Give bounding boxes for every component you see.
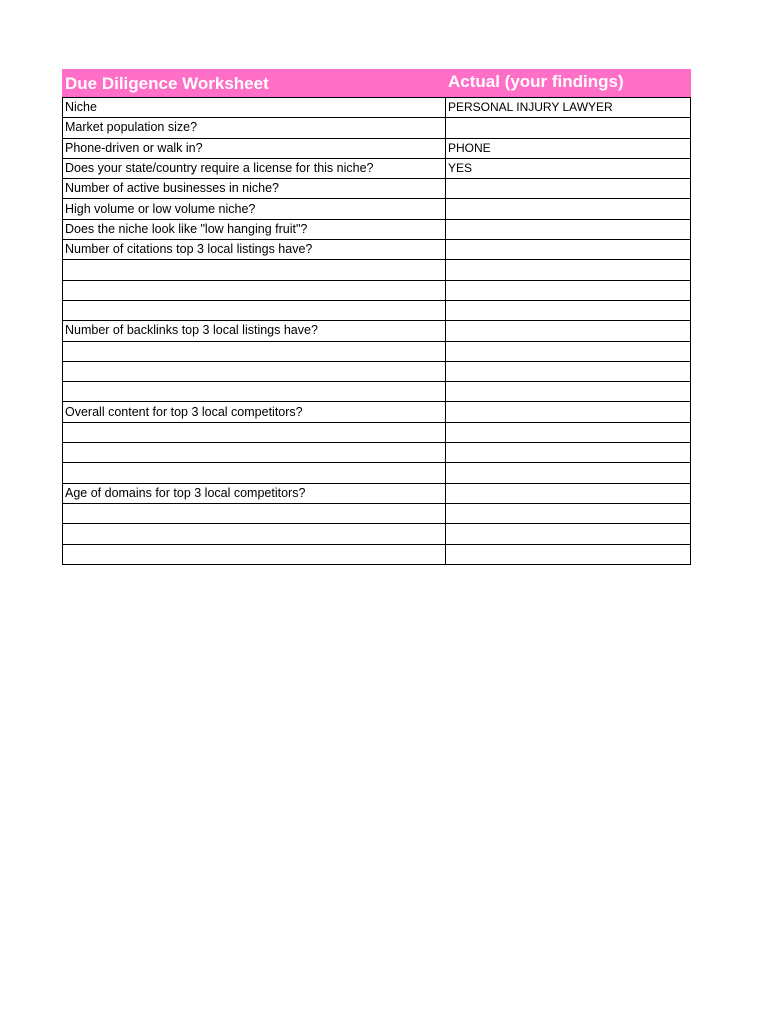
answer-cell[interactable] <box>446 361 691 381</box>
table-row <box>63 503 691 523</box>
question-cell: Does your state/country require a license for this niche? <box>63 158 446 178</box>
worksheet-title: Due Diligence Worksheet <box>63 70 446 98</box>
answer-cell[interactable]: PHONE <box>446 138 691 158</box>
answer-column-header: Actual (your findings) <box>446 70 691 98</box>
table-row <box>63 158 691 178</box>
table-row <box>63 98 691 118</box>
table-row <box>63 219 691 239</box>
answer-cell[interactable] <box>446 483 691 503</box>
answer-cell[interactable] <box>446 118 691 138</box>
table-row <box>63 402 691 422</box>
table-row <box>63 341 691 361</box>
table-row <box>63 483 691 503</box>
question-cell <box>63 300 446 320</box>
question-cell: Number of active businesses in niche? <box>63 179 446 199</box>
table-row <box>63 138 691 158</box>
answer-cell[interactable] <box>446 179 691 199</box>
table-row <box>63 321 691 341</box>
table-row <box>63 179 691 199</box>
question-cell <box>63 361 446 381</box>
question-cell <box>63 524 446 544</box>
answer-cell[interactable]: YES <box>446 158 691 178</box>
table-row <box>63 118 691 138</box>
answer-cell[interactable] <box>446 240 691 260</box>
question-cell: Does the niche look like "low hanging fruit"? <box>63 219 446 239</box>
question-cell <box>63 280 446 300</box>
answer-cell[interactable] <box>446 341 691 361</box>
answer-cell[interactable] <box>446 503 691 523</box>
answer-cell[interactable] <box>446 382 691 402</box>
answer-cell[interactable] <box>446 443 691 463</box>
question-cell: Number of citations top 3 local listings have? <box>63 240 446 260</box>
question-cell <box>63 260 446 280</box>
question-cell <box>63 382 446 402</box>
answer-cell[interactable] <box>446 402 691 422</box>
question-cell: Market population size? <box>63 118 446 138</box>
table-row <box>63 544 691 564</box>
question-cell: Overall content for top 3 local competitors? <box>63 402 446 422</box>
question-cell: Phone-driven or walk in? <box>63 138 446 158</box>
answer-cell[interactable] <box>446 280 691 300</box>
answer-cell[interactable] <box>446 463 691 483</box>
table-row <box>63 260 691 280</box>
question-cell <box>63 503 446 523</box>
answer-cell[interactable] <box>446 422 691 442</box>
question-cell: High volume or low volume niche? <box>63 199 446 219</box>
answer-cell[interactable] <box>446 300 691 320</box>
question-cell: Number of backlinks top 3 local listings have? <box>63 321 446 341</box>
table-row <box>63 199 691 219</box>
table-row <box>63 280 691 300</box>
table-row <box>63 382 691 402</box>
question-cell <box>63 341 446 361</box>
answer-cell[interactable] <box>446 321 691 341</box>
question-cell <box>63 443 446 463</box>
table-row <box>63 240 691 260</box>
table-row <box>63 443 691 463</box>
table-row <box>63 361 691 381</box>
table-row <box>63 422 691 442</box>
answer-cell[interactable] <box>446 544 691 564</box>
answer-cell[interactable]: PERSONAL INJURY LAWYER <box>446 98 691 118</box>
table-row <box>63 300 691 320</box>
question-cell: Age of domains for top 3 local competitors? <box>63 483 446 503</box>
answer-cell[interactable] <box>446 524 691 544</box>
question-cell <box>63 463 446 483</box>
worksheet-table <box>62 69 691 565</box>
answer-cell[interactable] <box>446 219 691 239</box>
answer-cell[interactable] <box>446 199 691 219</box>
table-row <box>63 524 691 544</box>
question-cell <box>63 422 446 442</box>
question-cell: Niche <box>63 98 446 118</box>
table-row <box>63 463 691 483</box>
question-cell <box>63 544 446 564</box>
worksheet <box>62 69 690 565</box>
header-row <box>63 70 691 98</box>
answer-cell[interactable] <box>446 260 691 280</box>
